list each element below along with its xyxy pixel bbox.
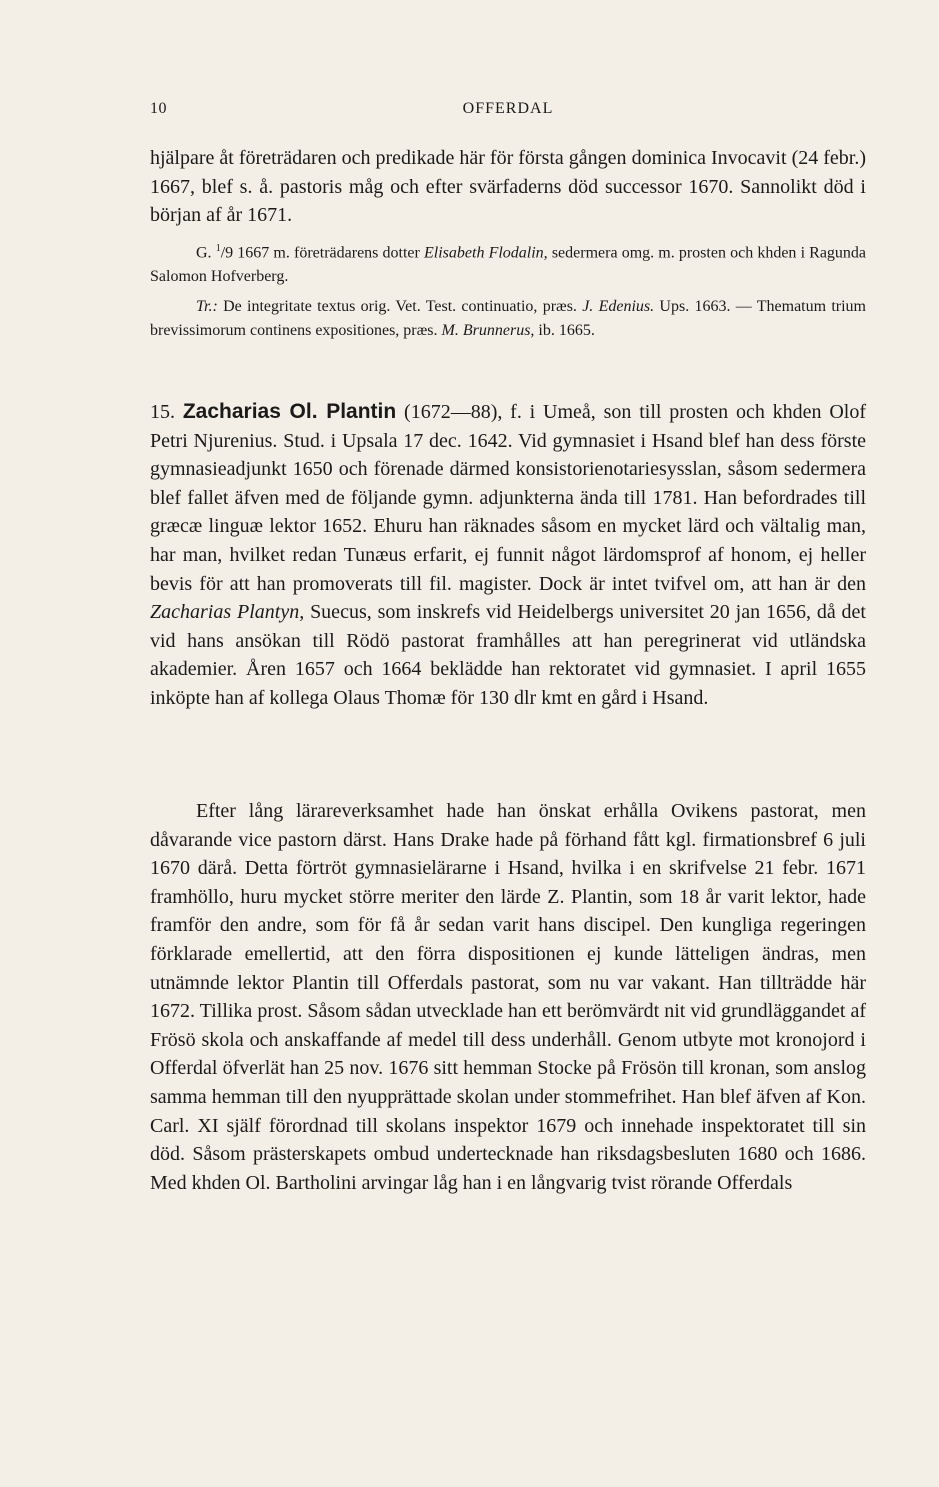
works-note bbox=[150, 295, 866, 343]
marriage-text-a: 1667 m. företrädarens dotter bbox=[233, 244, 424, 262]
works-text-c: ib. 1665. bbox=[534, 322, 595, 339]
paragraph-career bbox=[150, 797, 866, 1197]
marriage-text-b: sedermera omg. m. prosten och khden i Ragunda Salomon Hofverberg. bbox=[150, 244, 867, 286]
entry-15 bbox=[150, 398, 866, 713]
works-text-b: Ups. 1663. — Thematum trium brevissimorum continens expositiones, præs. bbox=[150, 298, 867, 339]
paragraph-text: Efter lång lärareverksamhet hade han önskat erhålla Ovikens pastorat, men dåvarande vice pastorn därst. Hans Drake hade på förhand fått kgl. firmationsbref 6 juli 1670 därå. Detta förtröt gymnasielärarne i Hsand, hvilka i en skrifvelse 21 febr. 1671 framhöllo, huru mycket större meriter den lärde Z. Plantin, som 18 år varit lektor, hade framför den andre, som för få år sedan varit hans discipel. Den kungliga regeringen förklarade emellertid, att den förra dispositionen ej kunde lätteligen ändras, men utnämnde lektor Plantin till Offerdals pastorat, som nu var vakant. Han tillträdde här 1672. Tillika prost. Såsom sådan utvecklade han ett berömvärdt nit vid grundläggandet af Frösö skola och anskaffande af medel till dess underhåll. Genom utbyte mot kronojord i Offerdal öfverlät han 25 nov. 1676 sitt hemman Stocke på Frösön till kronan, som anslog samma hemman till den nyupprättade skolan under stommefrihet. Han blef äfven af Kon. Carl. XI själf förordnad till skolans inspektor 1679 och innehade inspektoratet till sin död. Såsom prästerskapets ombud undertecknade han riksdagsbesluten 1680 och 1686. Med khden Ol. Bartholini arvingar låg han i en långvarig tvist rörande Offerdals bbox=[150, 800, 866, 1194]
praeses-brunnerus: M. Brunnerus, bbox=[441, 322, 535, 339]
date-day: 1 bbox=[215, 243, 221, 254]
running-header bbox=[150, 100, 866, 124]
spouse-name: Elisabeth Flodalin, bbox=[424, 244, 548, 262]
entry-number: 15. bbox=[150, 401, 175, 423]
marriage-prefix: G. bbox=[196, 244, 216, 262]
running-title: OFFERDAL bbox=[462, 100, 554, 117]
entry-text-b: Suecus, som inskrefs vid Heidelbergs universitet 20 jan 1656, då det vid hans ansökan till Rödö pastorat framhålles att han peregrinerat vid utländska akademier. Åren 1657 och 1664 beklädde han rektoratet vid gymnasiet. I april 1655 inköpte han af kollega Olaus Thomæ för 130 dlr kmt en gård i Hsand. bbox=[150, 601, 866, 709]
paragraph-text: hjälpare åt företrädaren och predikade här för första gången dominica Invocavit (24 febr.) 1667, blef s. å. pastoris måg och efter svärfaderns död successor 1670. Sannolikt död i början af år 1671. bbox=[150, 147, 866, 227]
entry-name: Zacharias Ol. Plantin bbox=[182, 400, 397, 423]
marriage-note bbox=[150, 237, 866, 289]
date-month: /9 bbox=[220, 244, 234, 262]
praeses-edenius: J. Edenius. bbox=[582, 298, 655, 315]
entry-italic-name: Zacharias Plantyn, bbox=[150, 601, 305, 624]
works-text-a: De integritate textus orig. Vet. Test. continuatio, præs. bbox=[217, 298, 583, 315]
works-label: Tr.: bbox=[196, 298, 218, 315]
page-number: 10 bbox=[150, 100, 167, 117]
paragraph-continuation bbox=[150, 144, 866, 230]
entry-text-a: (1672—88), f. i Umeå, son till prosten och khden Olof Petri Njurenius. Stud. i Upsala 17 dec. 1642. Vid gymnasiet i Hsand blef han dess förste gymnasieadjunkt 1650 och förenade därmed konsistorienotariesysslan, såsom sedermera blef fallet äfven med de följande gymn. adjunkterna ända till 1781. Han befordrades till græcæ linguæ lektor 1652. Ehuru han räknades såsom en mycket lärd och vältalig man, har man, hvilket redan Tunæus erfarit, ej funnit något lärdomsprof af honom, ej heller bevis för att han promoverats till fil. magister. Dock är intet tvifvel om, att han är den bbox=[150, 401, 867, 595]
